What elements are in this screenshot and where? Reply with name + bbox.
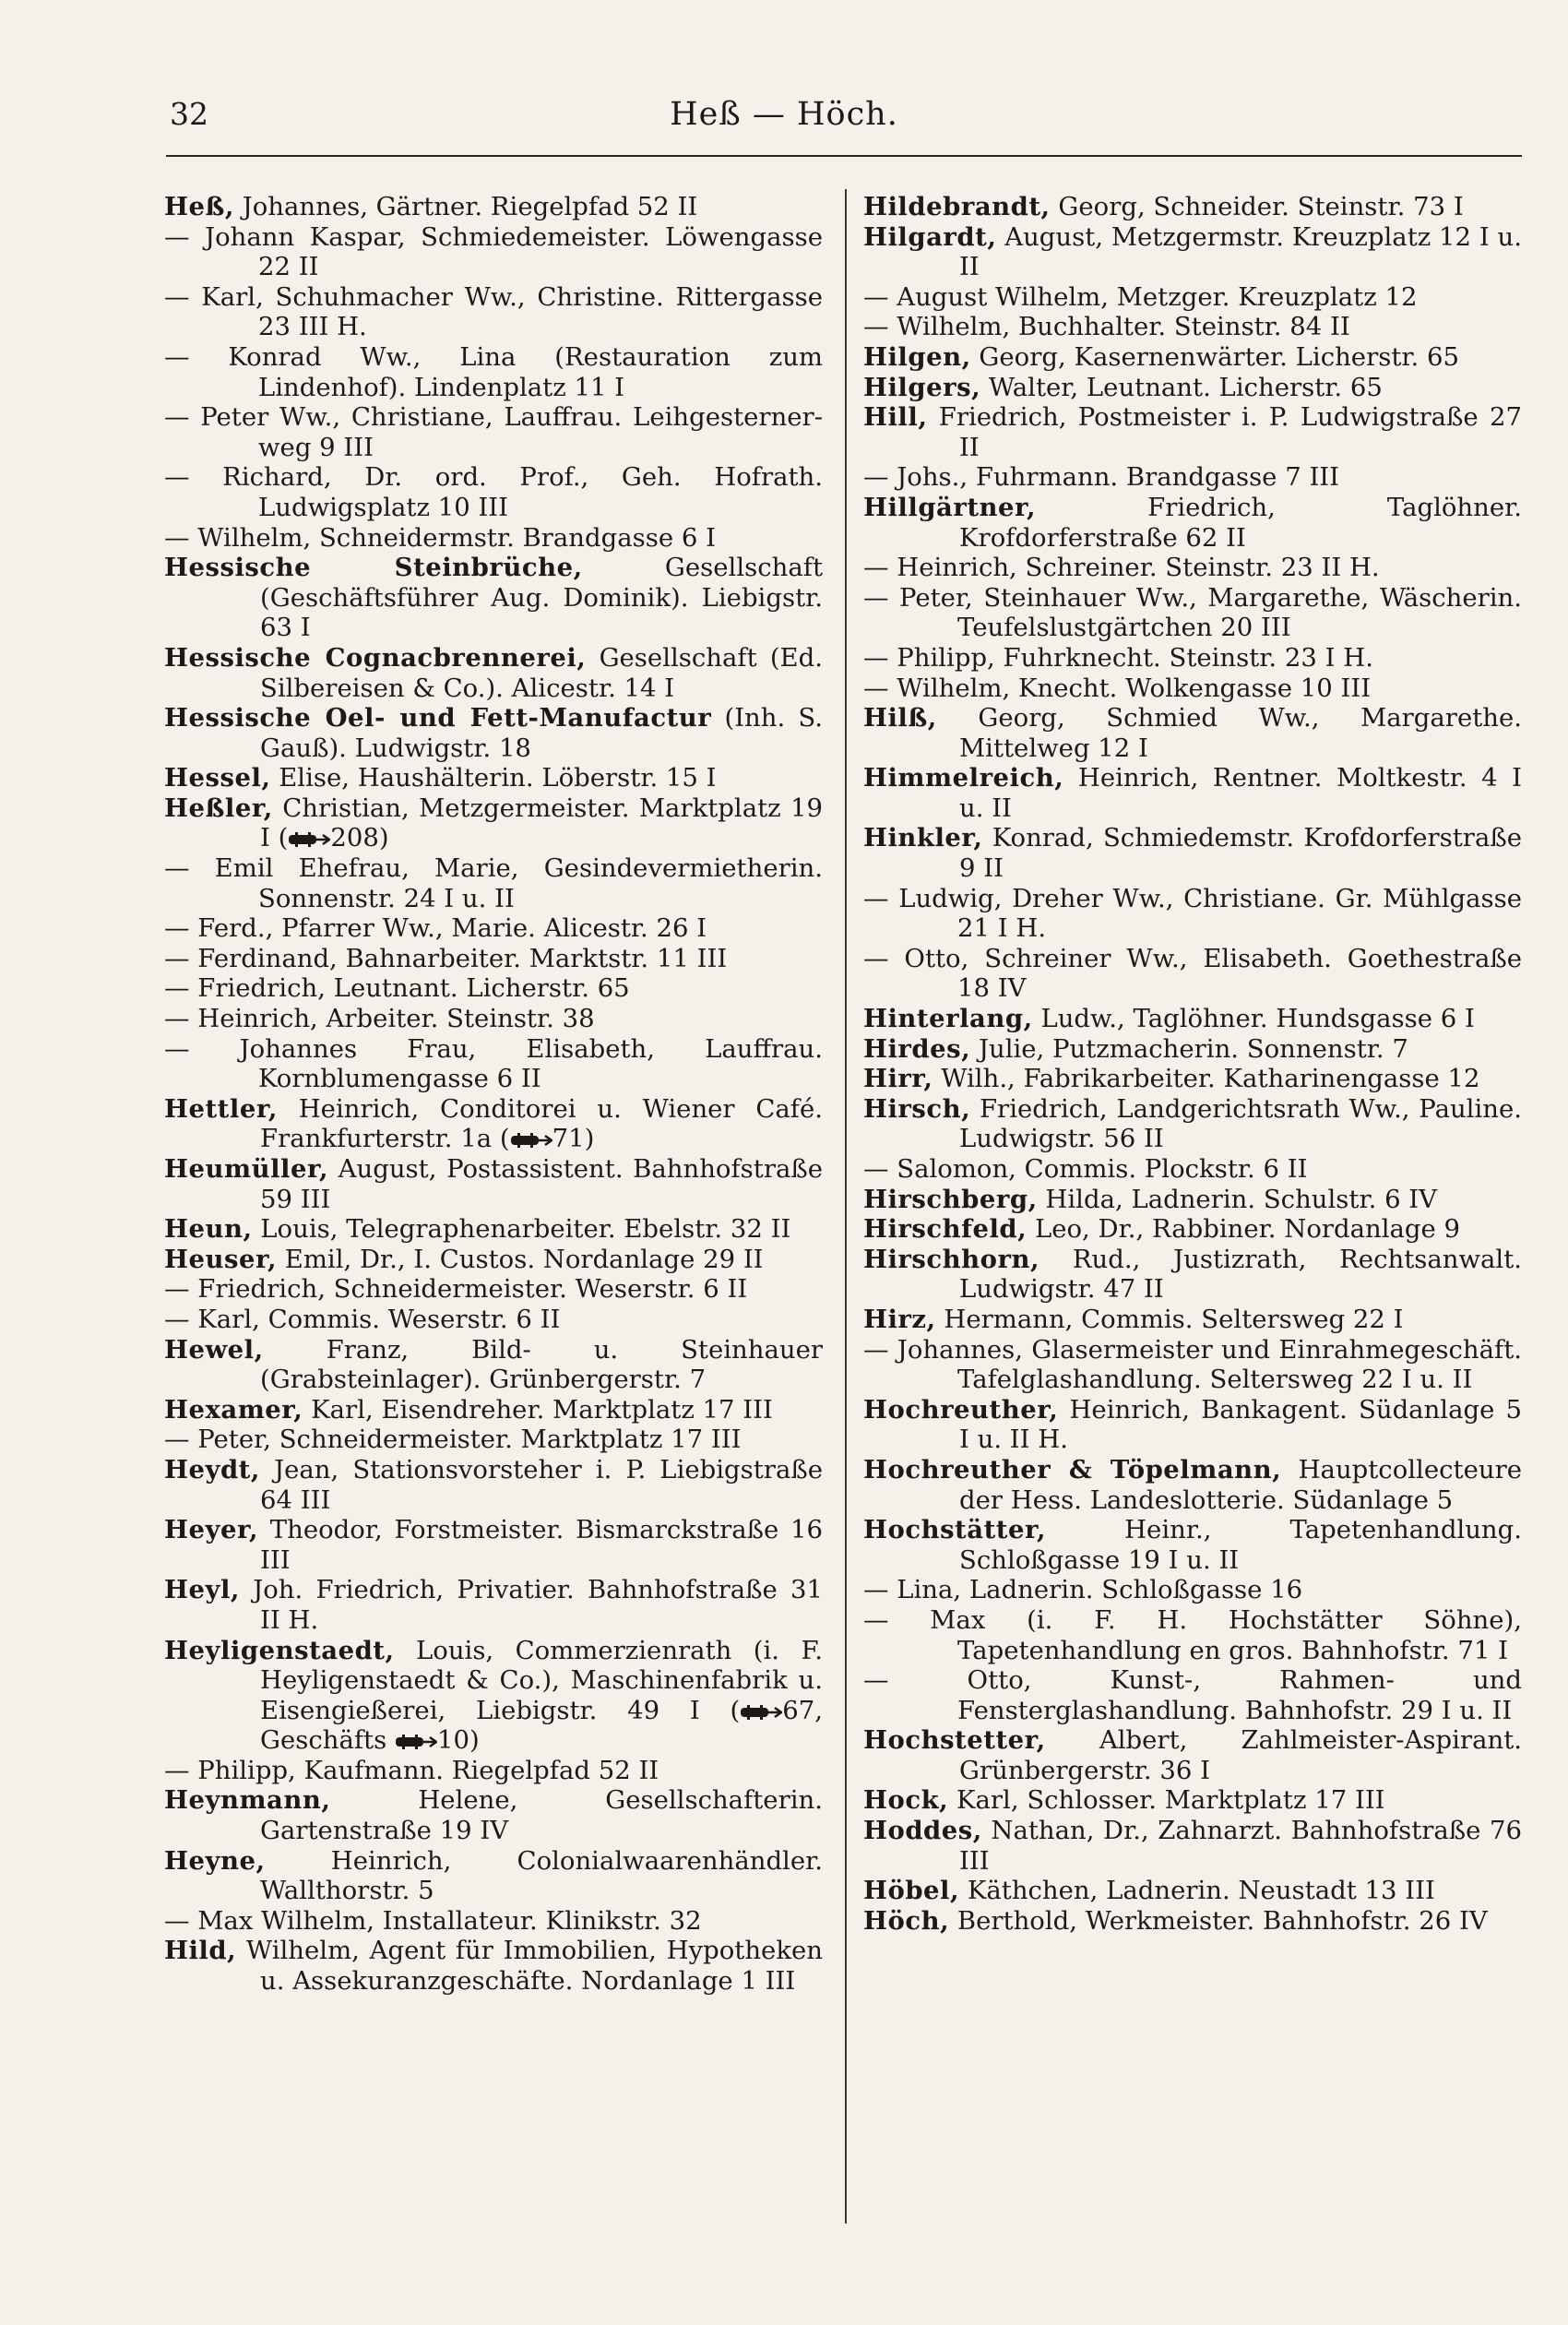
directory-subentry	[164, 222, 823, 282]
entry-name: Hochstätter,	[863, 1515, 1047, 1545]
entry-details: — Richard, Dr. ord. Prof., Geh. Hofrath. Ludwigsplatz 10 III	[164, 462, 823, 522]
directory-entry	[863, 222, 1522, 282]
entry-details: Johannes, Gärtner. Riegelpfad 52 II	[242, 192, 698, 221]
directory-subentry	[863, 312, 1522, 342]
directory-subentry	[863, 1605, 1522, 1665]
directory-entry	[164, 1936, 823, 1996]
entry-details: — Max (i. F. H. Hochstätter Söhne), Tapetenhandlung en gros. Bahnhofstr. 71 I	[863, 1604, 1522, 1665]
directory-entry	[863, 402, 1522, 462]
directory-entry	[164, 1785, 823, 1845]
directory-subentry	[863, 553, 1522, 583]
entry-details: Konrad, Schmiedemstr. Krofdorferstraße 9 II	[959, 823, 1522, 884]
entry-details: Gesellschaft (Geschäftsführer Aug. Dominik). Liebigstr. 63 I	[260, 553, 823, 643]
entry-name: Hirsch,	[863, 1093, 971, 1124]
directory-entry	[164, 703, 823, 763]
entry-name: Hirschfeld,	[863, 1214, 1028, 1245]
telephone-number: 10)	[436, 1725, 480, 1756]
directory-entry	[164, 763, 823, 793]
entry-details: — Ludwig, Dreher Ww., Christiane. Gr. Mühlgasse 21 I H.	[863, 883, 1522, 944]
entry-name: Hinterlang,	[863, 1004, 1033, 1034]
directory-entry	[863, 1214, 1522, 1245]
entry-details: Georg, Schneider. Steinstr. 73 I	[1058, 192, 1464, 221]
entry-details: Albert, Zahlmeister-Aspirant. Grünbergerstr. 36 I	[959, 1725, 1522, 1785]
directory-entry	[863, 1515, 1522, 1575]
entry-details: Rud., Justizrath, Rechtsanwalt. Ludwigstr. 47 II	[959, 1244, 1522, 1305]
directory-entry	[863, 1395, 1522, 1455]
entry-details: Theodor, Forstmeister. Bismarckstraße 16 III	[260, 1515, 823, 1575]
directory-subentry	[863, 674, 1522, 704]
entry-details: — Max Wilhelm, Installateur. Klinikstr. 32	[164, 1905, 702, 1936]
entry-name: Hillgärtner,	[863, 492, 1037, 522]
directory-entry	[863, 493, 1522, 553]
page-number: 32	[170, 96, 208, 132]
entry-details: Heinrich, Bankagent. Südanlage 5 I u. II H.	[959, 1394, 1522, 1455]
entry-details: — Peter Ww., Christiane, Lauffrau. Leihgesternerweg 9 III	[164, 402, 823, 462]
directory-entry	[863, 192, 1522, 222]
entry-name: Hirz,	[863, 1304, 936, 1334]
directory-subentry	[164, 462, 823, 522]
entry-details: — Ferdinand, Bahnarbeiter. Marktstr. 11 III	[164, 943, 728, 973]
entry-name: Himmelreich,	[863, 763, 1064, 793]
entry-details: Wilh., Fabrikarbeiter. Katharinengasse 12	[941, 1064, 1480, 1094]
directory-subentry	[164, 973, 823, 1004]
entry-name: Hessische Oel- und Fett-Manufactur	[164, 703, 712, 733]
directory-entry	[863, 1785, 1522, 1816]
directory-entry	[863, 342, 1522, 373]
entry-details: Berthold, Werkmeister. Bahnhofstr. 26 IV	[956, 1905, 1488, 1936]
directory-subentry	[164, 402, 823, 462]
directory-entry	[164, 1335, 823, 1395]
directory-subentry	[863, 643, 1522, 674]
telephone-number: 71)	[552, 1124, 595, 1154]
entry-details: — Heinrich, Arbeiter. Steinstr. 38	[164, 1004, 595, 1034]
entry-name: Hild,	[164, 1936, 237, 1966]
entry-details: — Peter, Schneidermeister. Marktplatz 17 III	[164, 1425, 742, 1455]
directory-subentry	[863, 884, 1522, 944]
entry-details: Georg, Kasernenwärter. Licherstr. 65	[979, 341, 1459, 372]
directory-entry	[863, 763, 1522, 823]
entry-details: Elise, Haushälterin. Löberstr. 15 I	[279, 763, 717, 793]
entry-details: — Salomon, Commis. Plockstr. 6 II	[863, 1154, 1308, 1184]
entry-details: Emil, Dr., I. Custos. Nordanlage 29 II	[284, 1244, 764, 1274]
entry-details: — Lina, Ladnerin. Schloßgasse 16	[863, 1575, 1303, 1605]
entry-name: Hinkler,	[863, 823, 983, 853]
entry-details: Heinrich, Conditorei u. Wiener Café. Frankfurterstr. 1a (	[260, 1093, 823, 1154]
entry-details: Heinrich, Colonialwaarenhändler. Wallthorstr. 5	[260, 1845, 823, 1906]
entry-name: Heynmann,	[164, 1785, 331, 1816]
directory-entry	[863, 1876, 1522, 1906]
entry-details: Hilda, Ladnerin. Schulstr. 6 IV	[1045, 1184, 1438, 1214]
entry-details: Käthchen, Ladnerin. Neustadt 13 III	[967, 1876, 1435, 1906]
directory-subentry	[164, 282, 823, 342]
telephone-number: 67, Geschäfts	[260, 1695, 823, 1756]
entry-name: Hochreuther,	[863, 1394, 1059, 1425]
directory-entry	[863, 1305, 1522, 1335]
entry-name: Heumüller,	[164, 1154, 329, 1184]
entry-details: August, Metzgermstr. Kreuzplatz 12 I u. II	[959, 221, 1522, 282]
entry-details: — Johannes Frau, Elisabeth, Lauffrau. Kornblumengasse 6 II	[164, 1033, 823, 1094]
entry-details: — Karl, Commis. Weserstr. 6 II	[164, 1304, 561, 1334]
entry-details: Friedrich, Taglöhner. Krofdorferstraße 62 II	[959, 492, 1522, 553]
entry-details: Franz, Bild- u. Steinhauer (Grabsteinlager). Grünbergerstr. 7	[260, 1334, 824, 1395]
directory-subentry	[164, 913, 823, 944]
entry-details: — Otto, Kunst-, Rahmen- und Fensterglashandlung. Bahnhofstr. 29 I u. II	[863, 1665, 1522, 1725]
directory-subentry	[863, 944, 1522, 1004]
entry-name: Heydt,	[164, 1454, 260, 1484]
entry-details: Hermann, Commis. Seltersweg 22 I	[944, 1304, 1404, 1334]
entry-details: — Wilhelm, Schneidermstr. Brandgasse 6 I	[164, 522, 716, 553]
entry-name: Hirschberg,	[863, 1184, 1038, 1214]
directory-entry	[863, 1094, 1522, 1154]
entry-details: Louis, Commerzienrath (i. F. Heyligenstaedt & Co.), Maschinenfabrik u. Eisengießerei, Liebigstr. 49 I (	[260, 1635, 823, 1725]
directory-subentry	[164, 1305, 823, 1335]
entry-name: Hochreuther & Töpelmann,	[863, 1454, 1282, 1484]
entry-details: — August Wilhelm, Metzger. Kreuzplatz 12	[863, 281, 1418, 312]
entry-details: Friedrich, Postmeister i. P. Ludwigstraße 27 II	[938, 402, 1522, 462]
entry-name: Hill,	[863, 402, 928, 433]
entry-details: Julie, Putzmacherin. Sonnenstr. 7	[978, 1033, 1408, 1064]
directory-entry	[863, 1064, 1522, 1094]
entry-details: (Inh. S. Gauß). Ludwigstr. 18	[260, 703, 823, 763]
entry-details: August, Postassistent. Bahnhofstraße 59 III	[260, 1154, 824, 1214]
directory-subentry	[863, 462, 1522, 493]
entry-name: Hexamer,	[164, 1394, 303, 1425]
entry-details: Georg, Schmied Ww., Margarethe. Mittelweg 12 I	[959, 703, 1522, 763]
entry-name: Hilgen,	[863, 341, 971, 372]
entry-details: — Wilhelm, Knecht. Wolkengasse 10 III	[863, 673, 1372, 703]
entry-name: Heuser,	[164, 1244, 278, 1274]
telephone-icon	[395, 1735, 437, 1749]
entry-details: — Friedrich, Schneidermeister. Weserstr. 6 II	[164, 1274, 748, 1305]
entry-name: Heyne,	[164, 1845, 266, 1876]
right-column	[863, 192, 1522, 1936]
entry-details: — Konrad Ww., Lina (Restauration zum Lindenhof). Lindenplatz 11 I	[164, 341, 823, 402]
directory-subentry	[164, 1004, 823, 1034]
directory-subentry	[164, 1274, 823, 1305]
directory-entry	[164, 1214, 823, 1245]
entry-name: Höbel,	[863, 1876, 960, 1906]
entry-details: Jean, Stationsvorsteher i. P. Liebigstraße 64 III	[260, 1454, 823, 1515]
entry-details: Leo, Dr., Rabbiner. Nordanlage 9	[1034, 1214, 1461, 1245]
directory-subentry	[164, 944, 823, 974]
directory-entry	[863, 1906, 1522, 1937]
directory-entry	[164, 1395, 823, 1425]
page-header: Heß — Höch.	[670, 96, 898, 133]
entry-name: Hock,	[863, 1785, 949, 1816]
entry-name: Heßler,	[164, 793, 273, 823]
entry-name: Hochstetter,	[863, 1725, 1046, 1756]
entry-name: Hirdes,	[863, 1033, 971, 1064]
entry-name: Hilgers,	[863, 372, 981, 402]
directory-entry	[164, 1575, 823, 1635]
directory-subentry	[164, 1906, 823, 1937]
entry-name: Heyligenstaedt,	[164, 1635, 395, 1665]
entry-details: Christian, Metzgermeister. Marktplatz 19 I (	[260, 793, 823, 853]
entry-details: Gesellschaft (Ed. Silbereisen & Co.). Alicestr. 14 I	[260, 642, 823, 703]
header-rule	[166, 155, 1522, 157]
entry-details: — Wilhelm, Buchhalter. Steinstr. 84 II	[863, 312, 1350, 342]
directory-subentry	[164, 342, 823, 402]
entry-details: — Peter, Steinhauer Ww., Margarethe, Wäscherin. Teufelslustgärtchen 20 III	[863, 582, 1522, 643]
left-column	[164, 192, 823, 1997]
entry-details: Karl, Schlosser. Marktplatz 17 III	[956, 1785, 1385, 1816]
directory-entry	[164, 1094, 823, 1154]
directory-entry	[164, 1455, 823, 1515]
entry-details: — Johannes, Glasermeister und Einrahmegeschäft. Tafelglashandlung. Seltersweg 22 I u. II	[863, 1334, 1522, 1395]
directory-entry	[164, 192, 823, 222]
entry-details: Louis, Telegraphenarbeiter. Ebelstr. 32 II	[260, 1214, 791, 1245]
entry-details: — Otto, Schreiner Ww., Elisabeth. Goethestraße 18 IV	[863, 943, 1522, 1004]
entry-details: Wilhelm, Agent für Immobilien, Hypotheken u. Assekuranzgeschäfte. Nordanlage 1 III	[245, 1936, 823, 1997]
directory-subentry	[863, 1154, 1522, 1185]
entry-name: Hirr,	[863, 1064, 933, 1094]
directory-subentry	[164, 523, 823, 554]
entry-details: — Johann Kaspar, Schmiedemeister. Löwengasse 22 II	[164, 221, 823, 282]
directory-entry	[863, 1185, 1522, 1215]
entry-details: Nathan, Dr., Zahnarzt. Bahnhofstraße 76 III	[959, 1816, 1522, 1876]
entry-name: Hildebrandt,	[863, 192, 1051, 221]
entry-details: — Friedrich, Leutnant. Licherstr. 65	[164, 973, 630, 1004]
directory-entry	[164, 1154, 823, 1214]
entry-details: Ludw., Taglöhner. Hundsgasse 6 I	[1040, 1004, 1475, 1034]
directory-entry	[863, 1004, 1522, 1034]
entry-name: Heß,	[164, 192, 234, 221]
entry-name: Hilß,	[863, 703, 937, 733]
entry-details: — Philipp, Kaufmann. Riegelpfad 52 II	[164, 1755, 659, 1785]
entry-details: — Johs., Fuhrmann. Brandgasse 7 III	[863, 462, 1340, 493]
entry-details: — Ferd., Pfarrer Ww., Marie. Alicestr. 26 I	[164, 913, 707, 944]
directory-entry	[863, 1245, 1522, 1305]
directory-entry	[164, 1245, 823, 1275]
entry-details: Heinrich, Rentner. Moltkestr. 4 I u. II	[959, 763, 1522, 823]
entry-name: Heun,	[164, 1214, 253, 1245]
entry-details: — Philipp, Fuhrknecht. Steinstr. 23 I H.	[863, 642, 1373, 673]
directory-entry	[863, 1034, 1522, 1065]
entry-name: Höch,	[863, 1905, 950, 1936]
entry-name: Hirschhorn,	[863, 1244, 1040, 1274]
directory-entry	[863, 373, 1522, 403]
directory-entry	[164, 1846, 823, 1906]
entry-details: Friedrich, Landgerichtsrath Ww., Pauline. Ludwigstr. 56 II	[959, 1093, 1522, 1154]
telephone-icon	[740, 1705, 782, 1720]
entry-name: Heyer,	[164, 1515, 259, 1545]
entry-name: Hoddes,	[863, 1816, 982, 1846]
directory-subentry	[863, 1665, 1522, 1725]
entry-name: Heyl,	[164, 1575, 240, 1605]
directory-entry	[164, 793, 823, 853]
directory-subentry	[164, 1756, 823, 1786]
directory-entry	[164, 553, 823, 643]
directory-subentry	[863, 583, 1522, 643]
directory-entry	[164, 1515, 823, 1575]
entry-name: Hessel,	[164, 763, 271, 793]
entry-name: Hilgardt,	[863, 221, 997, 252]
directory-entry	[863, 1725, 1522, 1785]
directory-subentry	[164, 1425, 823, 1455]
entry-details: — Heinrich, Schreiner. Steinstr. 23 II H.	[863, 553, 1380, 583]
directory-subentry	[863, 1335, 1522, 1395]
directory-subentry	[863, 1575, 1522, 1605]
entry-details: Hauptcollecteure der Hess. Landeslotterie. Südanlage 5	[959, 1454, 1522, 1515]
directory-entry	[863, 703, 1522, 763]
entry-details: Joh. Friedrich, Privatier. Bahnhofstraße 31 II H.	[253, 1575, 824, 1635]
entry-details: Walter, Leutnant. Licherstr. 65	[988, 372, 1383, 402]
telephone-icon	[510, 1133, 552, 1148]
entry-details: Helene, Gesellschafterin. Gartenstraße 19 IV	[260, 1785, 823, 1846]
entry-details: — Emil Ehefrau, Marie, Gesindevermietherin. Sonnenstr. 24 I u. II	[164, 853, 823, 913]
directory-subentry	[164, 1034, 823, 1094]
entry-name: Hettler,	[164, 1093, 278, 1124]
directory-entry	[863, 1816, 1522, 1876]
directory-subentry	[164, 853, 823, 913]
telephone-icon	[288, 832, 330, 847]
directory-entry	[164, 643, 823, 703]
directory-entry	[863, 823, 1522, 883]
entry-name: Hessische Steinbrüche,	[164, 553, 583, 583]
directory-subentry	[863, 282, 1522, 313]
entry-name: Hessische Cognacbrennerei,	[164, 642, 587, 673]
entry-details: Karl, Eisendreher. Marktplatz 17 III	[311, 1394, 773, 1425]
entry-details: — Karl, Schuhmacher Ww., Christine. Rittergasse 23 III H.	[164, 281, 823, 342]
entry-name: Hewel,	[164, 1334, 264, 1365]
entry-details: Heinr., Tapetenhandlung. Schloßgasse 19 I u. II	[959, 1515, 1522, 1575]
telephone-number: 208)	[330, 823, 389, 853]
directory-entry	[863, 1455, 1522, 1515]
directory-entry	[164, 1636, 823, 1756]
column-divider	[845, 189, 847, 2224]
